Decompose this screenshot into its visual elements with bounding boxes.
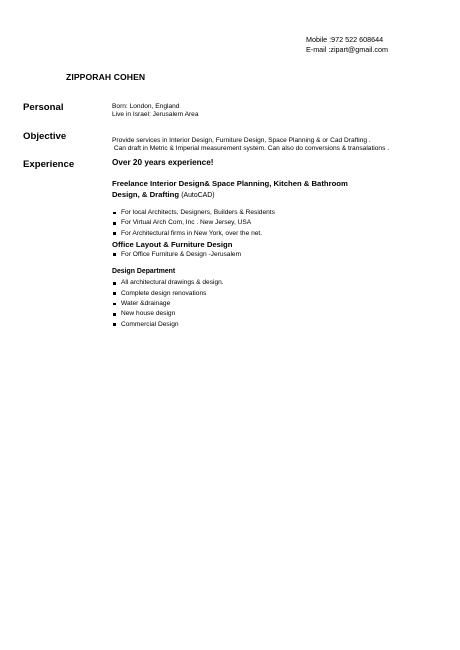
job-title-freelance bbox=[112, 179, 442, 201]
experience-headline: Over 20 years experience! bbox=[112, 158, 214, 167]
birthplace-line: Born: London, England bbox=[112, 103, 180, 110]
office-layout-list bbox=[112, 250, 442, 260]
list-item: All architectural drawings & design. bbox=[112, 278, 442, 288]
residence-line: Live in Israel: Jerusalem Area bbox=[112, 111, 199, 118]
job-freelance bbox=[112, 179, 442, 239]
list-item: For local Architects, Designers, Builders & Residents bbox=[112, 208, 442, 218]
software-note: (AutoCAD) bbox=[181, 191, 215, 199]
department-duties-list bbox=[112, 278, 442, 329]
job-title-line-1: Freelance Interior Design& Space Planning, Kitchen & Bathroom bbox=[112, 179, 348, 188]
objective-line-1: Provide services in Interior Design, Furniture Design, Space Planning & or Cad Drafting . bbox=[112, 137, 371, 144]
list-item: New house design bbox=[112, 309, 442, 319]
list-item: For Architectural firms in New York, over the net. bbox=[112, 229, 442, 239]
contact-block bbox=[306, 35, 388, 54]
list-item: Complete design renovations bbox=[112, 289, 442, 299]
job-title-office-layout: Office Layout & Furniture Design bbox=[112, 240, 233, 250]
freelance-client-list bbox=[112, 208, 442, 239]
department-title: Design Department bbox=[112, 267, 176, 275]
job-office-layout bbox=[112, 240, 442, 260]
email-address: E-mail :zipart@gmail.com bbox=[306, 44, 388, 54]
experience-content bbox=[112, 158, 442, 330]
job-title-line-2 bbox=[112, 190, 442, 202]
candidate-name: ZIPPORAH COHEN bbox=[66, 72, 146, 82]
personal-details bbox=[112, 103, 199, 119]
list-item: For Office Furniture & Design -Jerusalem bbox=[112, 250, 442, 260]
objective-line-2: Can draft in Metric & Imperial measurement system. Can also do conversions & transalations . bbox=[112, 145, 390, 152]
design-department bbox=[112, 267, 442, 330]
mobile-number: Mobile :972 522 608644 bbox=[306, 35, 384, 44]
objective-heading: Objective bbox=[23, 131, 67, 142]
personal-heading: Personal bbox=[23, 102, 64, 113]
job-title-line-2-text: Design, & Drafting bbox=[112, 189, 182, 199]
list-item: Water &drainage bbox=[112, 299, 442, 309]
list-item: For Virtual Arch Com, Inc . New Jersey, USA bbox=[112, 218, 442, 228]
experience-heading: Experience bbox=[23, 159, 75, 170]
list-item: Commercial Design bbox=[112, 320, 442, 330]
objective-text bbox=[112, 137, 389, 153]
